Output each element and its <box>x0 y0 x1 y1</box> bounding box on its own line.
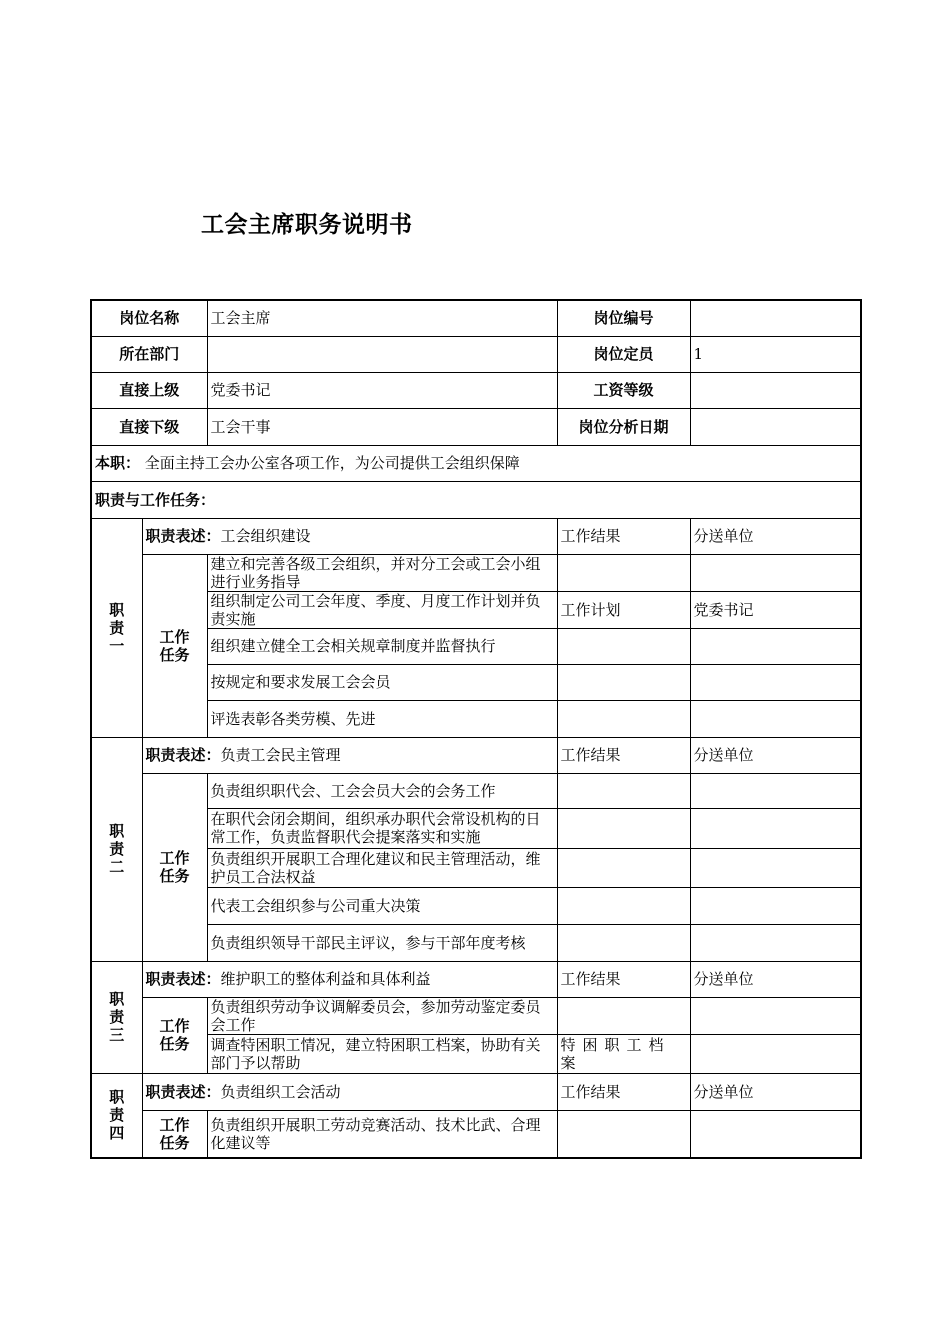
duty-2-task-4: 代表工会组织参与公司重大决策 <box>207 887 557 924</box>
duty-3-task-2-result: 特困职工档案 <box>557 1034 690 1073</box>
duty-1-task-2-result: 工作计划 <box>557 591 690 628</box>
department-value <box>207 336 557 372</box>
duty-3-result-header: 工作结果 <box>557 961 690 997</box>
duty-summary <box>91 445 861 481</box>
duty-2-task-2-result <box>557 808 690 848</box>
department-label: 所在部门 <box>91 336 207 372</box>
duty-3-description: 职责表述：维护职工的整体利益和具体利益 <box>142 961 557 997</box>
duty-2-task-3-recipient <box>690 848 861 887</box>
duty-1-task-4-result <box>557 664 690 700</box>
duty-4-name: 职 责 四 <box>91 1073 142 1158</box>
duty-1-description: 职责表述：工会组织建设 <box>142 518 557 554</box>
analysis-date-label: 岗位分析日期 <box>557 408 690 445</box>
header-row-4 <box>91 408 861 445</box>
duty-1-task-2: 组织制定公司工会年度、季度、月度工作计划并负责实施 <box>207 591 557 628</box>
duty-3-task-1: 负责组织劳动争议调解委员会，参加劳动鉴定委员会工作 <box>207 997 557 1034</box>
duty-4-task-row <box>91 1110 861 1158</box>
duty-4-result-header: 工作结果 <box>557 1073 690 1110</box>
duty-1-task-row <box>91 591 861 628</box>
duty-1-task-5: 评选表彰各类劳模、先进 <box>207 700 557 737</box>
duty-4-task-1-recipient <box>690 1110 861 1158</box>
duty-1-recipient-header: 分送单位 <box>690 518 861 554</box>
headcount-label: 岗位定员 <box>557 336 690 372</box>
duty-3-name: 职 责 三 <box>91 961 142 1073</box>
superior-label: 直接上级 <box>91 372 207 408</box>
header-row-3 <box>91 372 861 408</box>
duty-1-task-4: 按规定和要求发展工会会员 <box>207 664 557 700</box>
duty-1-task-3-recipient <box>690 628 861 664</box>
duty-1-result-header: 工作结果 <box>557 518 690 554</box>
duty-2-task-row <box>91 808 861 848</box>
header-row-1 <box>91 300 861 336</box>
duty-4-task-1-result <box>557 1110 690 1158</box>
document-title: 工会主席职务说明书 <box>201 212 413 238</box>
duty-2-task-3-result <box>557 848 690 887</box>
position-code-label: 岗位编号 <box>557 300 690 336</box>
duty-summary-label: 本职： <box>95 454 141 472</box>
subordinate-value: 工会干事 <box>207 408 557 445</box>
superior-value: 党委书记 <box>207 372 557 408</box>
duty-3-task-1-result <box>557 997 690 1034</box>
duty-2-task-4-recipient <box>690 887 861 924</box>
duty-2-task-2-recipient <box>690 808 861 848</box>
responsibilities-heading: 职责与工作任务： <box>91 481 861 518</box>
duty-2-recipient-header: 分送单位 <box>690 737 861 773</box>
duty-1-name: 职 责 一 <box>91 518 142 737</box>
duty-1-task-3-result <box>557 628 690 664</box>
duty-2-task-1-result <box>557 773 690 808</box>
header-row-2 <box>91 336 861 372</box>
salary-grade-label: 工资等级 <box>557 372 690 408</box>
duty-2-task-row <box>91 848 861 887</box>
duty-1-task-5-result <box>557 700 690 737</box>
duty-2-description-row <box>91 737 861 773</box>
duty-3-task-label: 工作 任务 <box>142 997 207 1073</box>
duty-1-task-row <box>91 664 861 700</box>
job-description-table <box>90 299 862 1159</box>
position-name-label: 岗位名称 <box>91 300 207 336</box>
duty-3-recipient-header: 分送单位 <box>690 961 861 997</box>
duty-1-task-5-recipient <box>690 700 861 737</box>
duty-2-task-5: 负责组织领导干部民主评议，参与干部年度考核 <box>207 924 557 961</box>
duty-summary-text: 全面主持工会办公室各项工作，为公司提供工会组织保障 <box>144 454 520 472</box>
duty-1-task-1-result <box>557 554 690 591</box>
duty-4-description: 职责表述：负责组织工会活动 <box>142 1073 557 1110</box>
salary-grade-value <box>690 372 861 408</box>
duty-1-task-label: 工作 任务 <box>142 554 207 737</box>
duty-1-task-4-recipient <box>690 664 861 700</box>
duty-3-task-2-recipient <box>690 1034 861 1073</box>
duty-3-description-row <box>91 961 861 997</box>
duty-4-recipient-header: 分送单位 <box>690 1073 861 1110</box>
duty-3-task-row <box>91 1034 861 1073</box>
duty-2-task-5-result <box>557 924 690 961</box>
duty-2-task-row <box>91 887 861 924</box>
duty-2-task-5-recipient <box>690 924 861 961</box>
duty-1-task-2-recipient: 党委书记 <box>690 591 861 628</box>
position-code-value <box>690 300 861 336</box>
analysis-date-value <box>690 408 861 445</box>
duty-2-name: 职 责 二 <box>91 737 142 961</box>
duty-2-result-header: 工作结果 <box>557 737 690 773</box>
subordinate-label: 直接下级 <box>91 408 207 445</box>
duty-2-task-3: 负责组织开展职工合理化建议和民主管理活动，维护员工合法权益 <box>207 848 557 887</box>
duty-1-task-1: 建立和完善各级工会组织，并对分工会或工会小组进行业务指导 <box>207 554 557 591</box>
responsibilities-heading-row <box>91 481 861 518</box>
duty-2-task-1: 负责组织职代会、工会会员大会的会务工作 <box>207 773 557 808</box>
duty-1-task-row <box>91 700 861 737</box>
duty-3-task-row <box>91 997 861 1034</box>
duty-2-task-row <box>91 924 861 961</box>
duty-1-task-3: 组织建立健全工会相关规章制度并监督执行 <box>207 628 557 664</box>
duty-4-description-row <box>91 1073 861 1110</box>
duty-1-description-row <box>91 518 861 554</box>
headcount-value: 1 <box>690 336 861 372</box>
duty-2-task-row <box>91 773 861 808</box>
duty-4-task-label: 工作 任务 <box>142 1110 207 1158</box>
duty-1-task-row <box>91 628 861 664</box>
duty-3-task-1-recipient <box>690 997 861 1034</box>
duty-2-description: 职责表述：负责工会民主管理 <box>142 737 557 773</box>
duty-2-task-1-recipient <box>690 773 861 808</box>
duty-1-task-row <box>91 554 861 591</box>
duty-1-task-1-recipient <box>690 554 861 591</box>
duty-2-task-label: 工作 任务 <box>142 773 207 961</box>
duty-3-task-2: 调查特困职工情况，建立特困职工档案，协助有关部门予以帮助 <box>207 1034 557 1073</box>
duty-summary-row <box>91 445 861 481</box>
duty-2-task-2: 在职代会闭会期间，组织承办职代会常设机构的日常工作，负责监督职代会提案落实和实施 <box>207 808 557 848</box>
position-name-value: 工会主席 <box>207 300 557 336</box>
duty-2-task-4-result <box>557 887 690 924</box>
duty-4-task-1: 负责组织开展职工劳动竞赛活动、技术比武、合理化建议等 <box>207 1110 557 1158</box>
